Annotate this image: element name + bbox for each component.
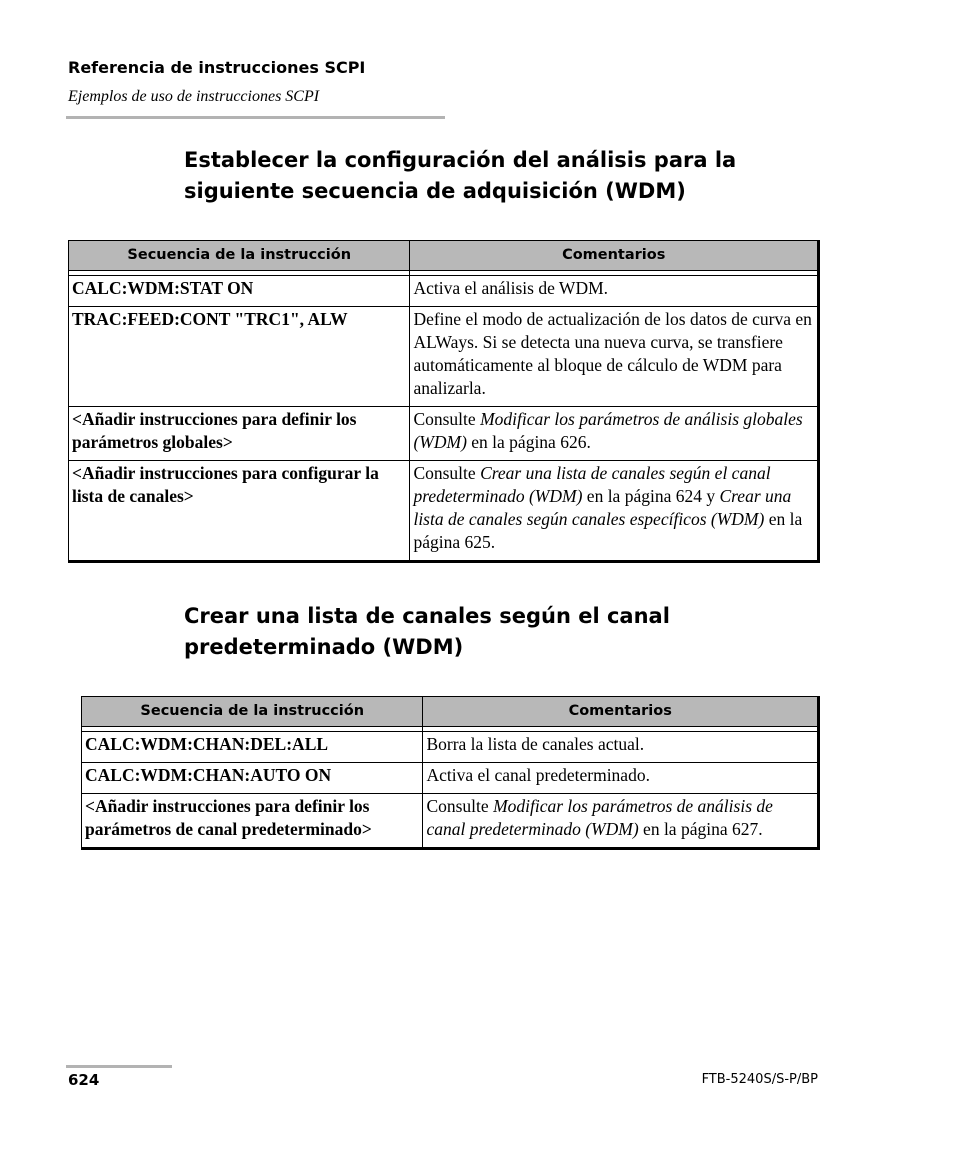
section-heading-analysis-config	[184, 145, 824, 207]
table-row	[69, 276, 819, 307]
comment-cell: Activa el análisis de WDM.	[410, 276, 819, 307]
table-row	[82, 763, 819, 794]
table-row	[82, 794, 819, 849]
comment-cell	[410, 461, 819, 562]
instruction-cell: CALC:WDM:CHAN:AUTO ON	[82, 763, 423, 794]
section-heading-line: siguiente secuencia de adquisición (WDM)	[184, 179, 686, 203]
cross-reference-link[interactable]: Crear una lista de canales según canales específicos (WDM)	[413, 486, 792, 529]
instruction-cell: <Añadir instrucciones para definir los parámetros de canal predeterminado>	[82, 794, 423, 849]
table-row	[82, 732, 819, 763]
comment-cell: Borra la lista de canales actual.	[423, 732, 819, 763]
comment-cell	[410, 407, 819, 461]
instruction-cell: CALC:WDM:CHAN:DEL:ALL	[82, 732, 423, 763]
comment-text: en la página 624 y	[582, 486, 720, 506]
cross-reference-link[interactable]: Modificar los parámetros de análisis de canal predeterminado (WDM)	[426, 796, 773, 839]
instruction-cell: TRAC:FEED:CONT "TRC1", ALW	[69, 307, 410, 407]
section-heading-line: Crear una lista de canales según el canal	[184, 604, 670, 628]
table-header-row	[82, 697, 819, 727]
table-row	[69, 407, 819, 461]
column-header-instruction: Secuencia de la instrucción	[82, 697, 423, 727]
instruction-cell: CALC:WDM:STAT ON	[69, 276, 410, 307]
header-divider	[66, 116, 445, 119]
section-heading-line: Establecer la configuración del análisis para la	[184, 148, 737, 172]
table-row	[69, 307, 819, 407]
comment-text: en la página 626.	[466, 432, 591, 452]
table-row	[69, 461, 819, 562]
footer-divider	[66, 1065, 172, 1068]
comment-cell	[423, 794, 819, 849]
document-code: FTB-5240S/S-P/BP	[701, 1072, 818, 1087]
section-heading-channel-list	[184, 601, 824, 663]
running-header-title: Referencia de instrucciones SCPI	[68, 58, 366, 77]
comment-text: Consulte	[413, 409, 481, 429]
comment-text: Consulte	[426, 796, 494, 816]
table-header-row	[69, 241, 819, 271]
comment-text: en la página 627.	[638, 819, 763, 839]
cross-reference-link[interactable]: Crear una lista de canales según el canal predeterminado (WDM)	[413, 463, 771, 506]
cross-reference-link[interactable]: Modificar los parámetros de análisis globales (WDM)	[413, 409, 803, 452]
running-header-subtitle: Ejemplos de uso de instrucciones SCPI	[68, 88, 320, 105]
instruction-table-channels	[81, 696, 820, 850]
column-header-instruction: Secuencia de la instrucción	[69, 241, 410, 271]
comment-text: Consulte	[413, 463, 481, 483]
instruction-cell: <Añadir instrucciones para configurar la lista de canales>	[69, 461, 410, 562]
instruction-cell: <Añadir instrucciones para definir los parámetros globales>	[69, 407, 410, 461]
section-heading-line: predeterminado (WDM)	[184, 635, 464, 659]
column-header-comments: Comentarios	[423, 697, 819, 727]
comment-cell: Define el modo de actualización de los datos de curva en ALWays. Si se detecta una nueva curva, se transfiere automáticamente al bloque de cálculo de WDM para analizarla.	[410, 307, 819, 407]
comment-text: en la página 625.	[413, 509, 803, 552]
column-header-comments: Comentarios	[410, 241, 819, 271]
instruction-table-analysis	[68, 240, 820, 563]
comment-cell: Activa el canal predeterminado.	[423, 763, 819, 794]
page-number: 624	[68, 1071, 100, 1089]
